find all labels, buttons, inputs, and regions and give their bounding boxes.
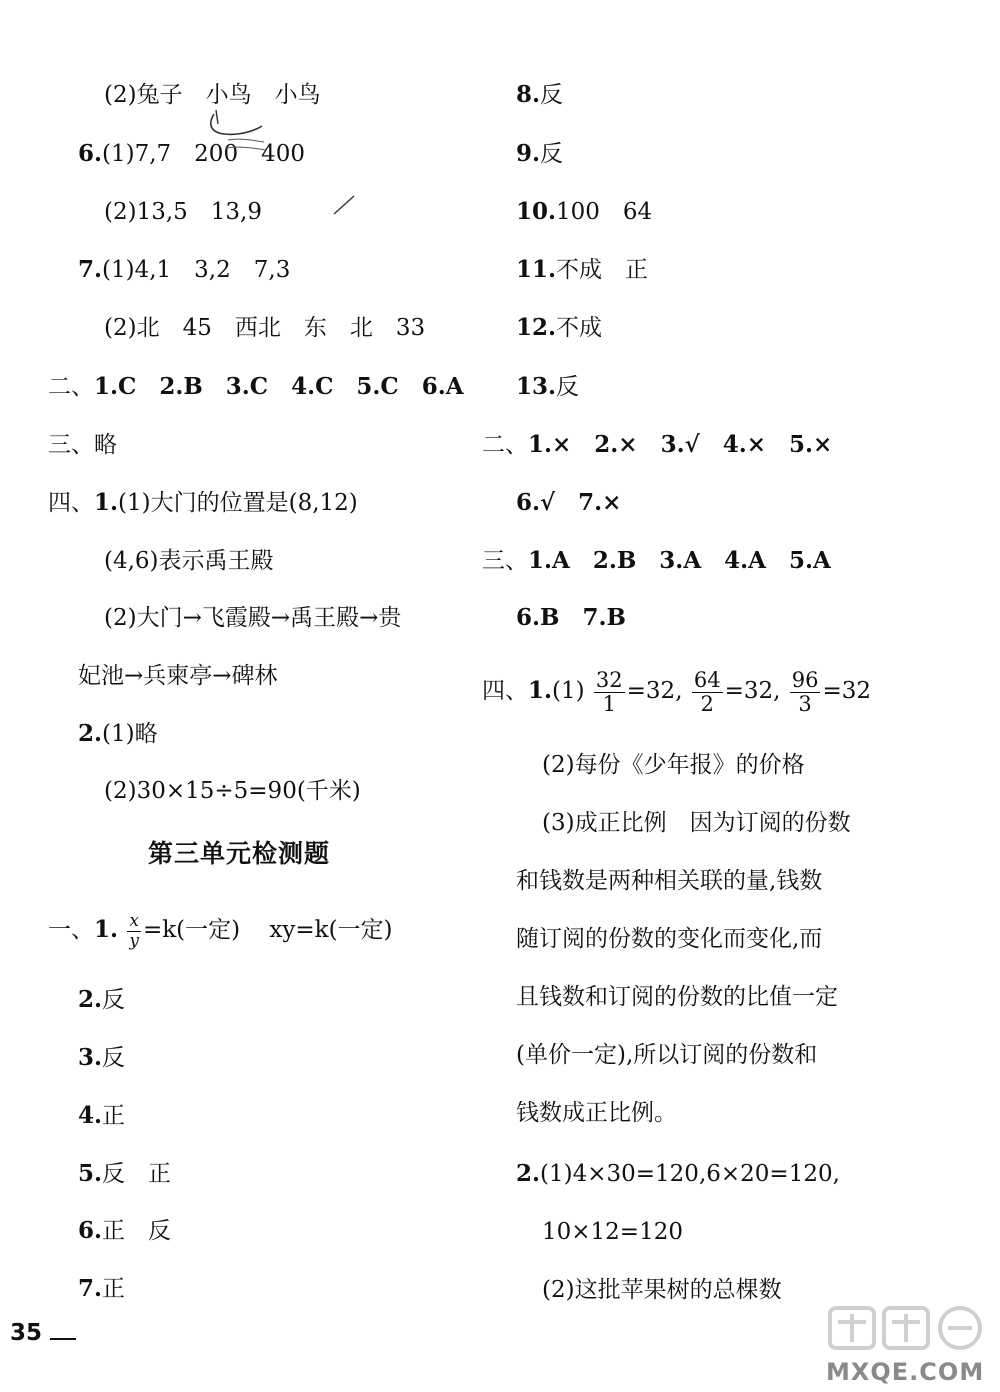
section-line: 二、1.C 2.B 3.C 4.C 5.C 6.A [48,373,464,400]
answer-line: 12.不成 [516,314,603,341]
answer-line: 妃池→兵柬亭→碑林 [78,663,278,689]
answer-line: 5.反 正 [78,1160,172,1187]
answer-line: 11.不成 正 [516,256,649,283]
answer-line: 钱数成正比例。 [516,1100,677,1126]
pen-scribble-mark [200,80,310,160]
page-number: 35 [10,1320,43,1346]
answer-line: 6.正 反 [78,1217,172,1244]
section-line: 二、1.× 2.× 3.√ 4.× 5.× [482,431,833,458]
answer-line: (2)北 45 西北 东 北 33 [104,315,426,341]
section-line: 四、1.(1)大门的位置是(8,12) [48,489,358,516]
answer-line: 6.B 7.B [516,604,626,631]
fraction-32-over-1: $\frac{32}{1}$ [595,667,623,716]
answer-line: (2)这批苹果树的总棵数 [542,1277,782,1303]
section-line: 四、1.(1) $\frac{32}{1}$ =32, $\frac{64}{2}$ =32, $\frac{96}{3}$ =32 [482,667,872,716]
answer-line: 6.(1)7,7 200 400 [78,140,305,167]
answer-line: 13.反 [516,373,580,400]
page-number-dash [50,1338,76,1340]
answer-line: 和钱数是两种相关联的量,钱数 [516,868,823,894]
section-line: 三、1.A 2.B 3.A 4.A 5.A [482,547,831,574]
answer-line: (4,6)表示禹王殿 [104,548,274,574]
answer-line: 9.反 [516,140,564,167]
answer-line: (3)成正比例 因为订阅的份数 [542,810,851,836]
answer-line: 7.(1)4,1 3,2 7,3 [78,256,291,283]
answer-line: (2)30×15÷5=90(千米) [104,778,361,804]
answer-line: 2.(1)略 [78,720,158,747]
fraction-64-over-2: $\frac{64}{2}$ [693,667,721,716]
section-heading: 第三单元检测题 [148,839,331,868]
section-line: 一、1. $\frac{x}{y}$ =k(一定) xy=k(一定) [48,910,393,951]
stray-pen-mark [330,190,360,220]
fraction-x-over-y: $\frac{x}{y}$ [129,910,139,951]
fraction-96-over-3: $\frac{96}{3}$ [791,667,819,716]
answer-line: 10×12=120 [542,1219,683,1245]
answer-line: 2.反 [78,986,126,1013]
answer-line: 4.正 [78,1102,126,1129]
answer-line: 10.100 64 [516,198,653,225]
answer-line: 8.反 [516,81,564,108]
answer-line: (2)兔子 小鸟 小鸟 [104,82,321,108]
answer-line: 3.反 [78,1044,126,1071]
answer-line: (2)13,5 13,9 [104,199,263,225]
answer-line: 6.√ 7.× [516,489,622,516]
answer-line: 且钱数和订阅的份数的比值一定 [516,984,838,1010]
watermark-text: MXQE.COM [826,1358,985,1386]
answer-line: (2)大门→飞霞殿→禹王殿→贵 [104,605,402,631]
answer-line: (2)每份《少年报》的价格 [542,752,805,778]
answer-line: (单价一定),所以订阅的份数和 [516,1042,818,1068]
answer-line: 2.(1)4×30=120,6×20=120, [516,1160,840,1187]
answer-line: 7.正 [78,1275,126,1302]
answer-line: 随订阅的份数的变化而变化,而 [516,926,823,952]
section-line: 三、略 [48,432,117,458]
